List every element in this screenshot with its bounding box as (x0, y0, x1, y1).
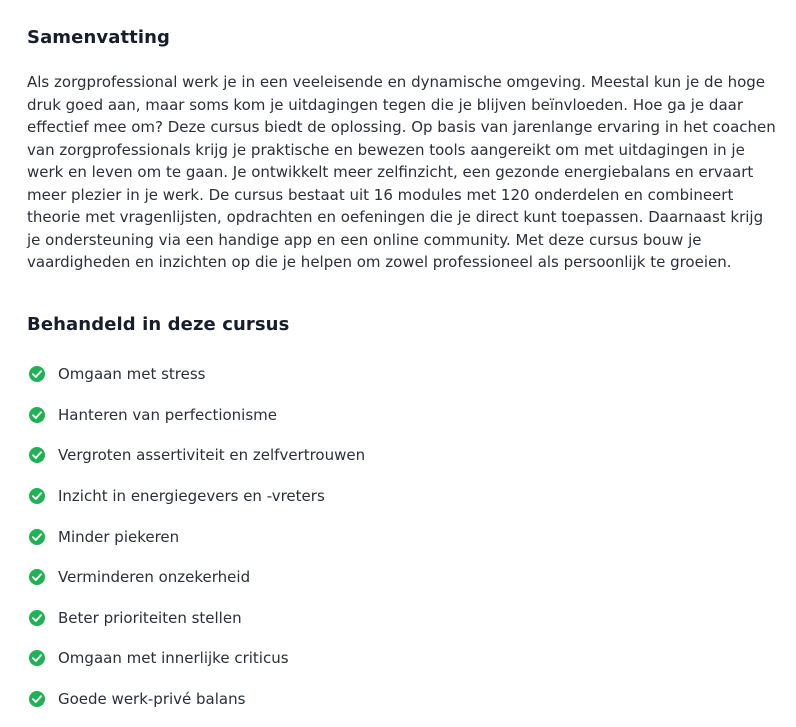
list-item (29, 476, 365, 517)
check-circle-icon (29, 366, 45, 382)
check-circle-icon (29, 407, 45, 423)
list-item (29, 435, 365, 476)
topic-label: Omgaan met innerlijke criticus (58, 649, 289, 668)
list-item (29, 598, 365, 639)
check-circle-icon (29, 610, 45, 626)
topic-label: Omgaan met stress (58, 365, 206, 384)
list-item (29, 679, 365, 720)
topic-label: Verminderen onzekerheid (58, 568, 251, 587)
list-item (29, 557, 365, 598)
topic-label: Hanteren van perfectionisme (58, 405, 278, 424)
summary-paragraph: Als zorgprofessional werk je in een veeleisende en dynamische omgeving. Meestal kun je de hoge druk goed aan, maar soms kom je uitdagingen tegen die je blijven beïnvloeden. Hoe ga je daar effectief mee om? Deze cursus biedt de oplossing. Op basis van jarenlange ervaring in het coachen van zorgprofessionals krijg je praktische en bewezen tools aangereikt om met uitdagingen in je werk en leven om te gaan. Je ontwikkelt meer zelfinzicht, een gezonde energiebalans en ervaart meer plezier in je werk. De cursus bestaat uit 16 modules met 120 onderdelen en combineert theorie met vragenlijsten, opdrachten en oefeningen die je direct kunt toepassen. Daarnaast krijg je ondersteuning via een handige app en een online community. Met deze cursus bouw je vaardigheden en inzichten op die je helpen om zowel professioneel als persoonlijk te groeien. (27, 73, 776, 271)
list-item (29, 354, 365, 395)
summary-heading: Samenvatting (27, 27, 171, 48)
topic-label: Beter prioriteiten stellen (58, 608, 242, 627)
check-circle-icon (29, 691, 45, 707)
check-circle-icon (29, 650, 45, 666)
topic-label: Vergroten assertiviteit en zelfvertrouwen (58, 446, 366, 465)
list-item (29, 638, 365, 679)
check-circle-icon (29, 488, 45, 504)
covered-topics-list (29, 354, 365, 719)
covered-topics-heading: Behandeld in deze cursus (27, 314, 290, 335)
check-circle-icon (29, 569, 45, 585)
list-item (29, 395, 365, 436)
topic-label: Minder piekeren (58, 527, 180, 546)
topic-label: Goede werk-privé balans (58, 690, 246, 709)
check-circle-icon (29, 447, 45, 463)
topic-label: Inzicht in energiegevers en -vreters (58, 487, 325, 506)
check-circle-icon (29, 529, 45, 545)
list-item (29, 516, 365, 557)
